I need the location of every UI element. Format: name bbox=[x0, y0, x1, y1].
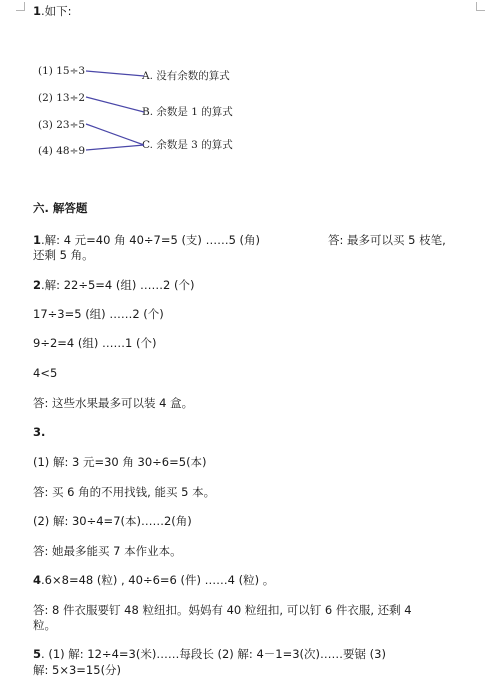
a4-line-2: 答: 8 件衣服要钉 48 粒纽扣。妈妈有 40 粒纽扣, 可以钉 6 件衣服, 还剩 4 bbox=[33, 603, 412, 617]
a2-number: 2 bbox=[33, 278, 42, 292]
a3-number: 3 bbox=[33, 425, 42, 439]
a4-line-3: 粒。 bbox=[33, 618, 56, 632]
a4-line-1 bbox=[33, 573, 274, 587]
match-line-3-c bbox=[86, 124, 144, 145]
match-left-3: (3) 23÷5 bbox=[38, 119, 86, 131]
a1-answer: 答: 最多可以买 5 枝笔, bbox=[328, 233, 446, 247]
a4-number: 4 bbox=[33, 573, 42, 587]
match-right-c: C. 余数是 3 的算式 bbox=[142, 139, 233, 151]
a2-answer: 答: 这些水果最多可以装 4 盒。 bbox=[33, 396, 194, 410]
section-heading: 六. 解答题 bbox=[33, 201, 88, 215]
a1-line-1 bbox=[33, 233, 260, 247]
a2-line-2: 17÷3=5 (组) ……2 (个) bbox=[33, 307, 164, 321]
matching-diagram bbox=[0, 0, 504, 170]
match-line-1-a bbox=[86, 71, 144, 76]
a1-line-2: 还剩 5 角。 bbox=[33, 248, 94, 262]
a2-equation-1: .解: 22÷5=4 (组) ……2 (个) bbox=[41, 278, 195, 292]
a3-line-1: (1) 解: 3 元=30 角 30÷6=5(本) bbox=[33, 455, 207, 469]
match-line-2-b bbox=[86, 97, 144, 112]
a3-line-4: 答: 她最多能买 7 本作业本。 bbox=[33, 544, 182, 558]
a5-line-1 bbox=[33, 647, 386, 661]
a3-line-3: (2) 解: 30÷4=7(本)……2(角) bbox=[33, 514, 192, 528]
a2-line-3: 9÷2=4 (组) ……1 (个) bbox=[33, 336, 157, 350]
a3-line-2: 答: 买 6 角的不用找钱, 能买 5 本。 bbox=[33, 485, 216, 499]
a2-line-4: 4<5 bbox=[33, 366, 58, 380]
a1-equation: .解: 4 元=40 角 40÷7=5 (支) ……5 (角) bbox=[41, 233, 261, 247]
a1-number: 1 bbox=[33, 233, 42, 247]
a5-number: 5 bbox=[33, 647, 42, 661]
match-right-a: A. 没有余数的算式 bbox=[142, 70, 230, 82]
q1-text: .如下: bbox=[41, 4, 72, 18]
match-left-2: (2) 13÷2 bbox=[38, 92, 86, 104]
match-line-4-c bbox=[86, 145, 144, 150]
q1-number: 1 bbox=[33, 4, 42, 18]
a5-line-2: 解: 5×3=15(分) bbox=[33, 663, 122, 677]
a4-equation: .6×8=48 (粒) , 40÷6=6 (件) ……4 (粒) 。 bbox=[41, 573, 275, 587]
a3-dot: . bbox=[41, 425, 46, 439]
a2-line-1 bbox=[33, 278, 194, 292]
a3-heading bbox=[33, 425, 45, 439]
a5-equation: . (1) 解: 12÷4=3(米)……每段长 (2) 解: 4－1=3(次)……要锯 (3) bbox=[41, 647, 386, 661]
match-right-b: B. 余数是 1 的算式 bbox=[142, 106, 233, 118]
match-left-4: (4) 48÷9 bbox=[38, 145, 86, 157]
match-left-1: (1) 15÷3 bbox=[38, 65, 86, 77]
